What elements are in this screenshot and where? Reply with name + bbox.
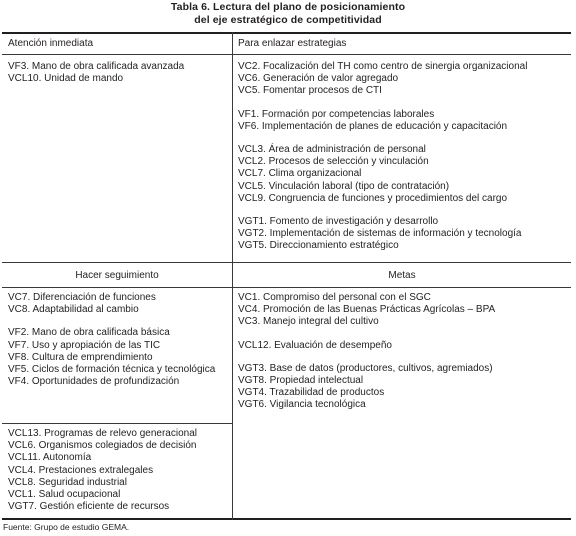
variable-item: VC5. Fomentar procesos de CTI	[238, 85, 382, 97]
table-title-line-2: del eje estratégico de competitividad	[194, 14, 382, 26]
variable-item: VC6. Generación de valor agregado	[238, 73, 399, 85]
variable-item: VC1. Compromiso del personal con el SGC	[238, 292, 431, 303]
variable-item: VC8. Adaptabilidad al cambio	[8, 304, 139, 316]
header-hacer-seguimiento: Hacer seguimiento	[75, 270, 159, 281]
header-rule-top	[2, 54, 571, 55]
table-title-line-1: Tabla 6. Lectura del plano de posicionamiento	[170, 1, 406, 13]
left-subdivider-rule	[2, 423, 232, 424]
variable-item: VF4. Oportunidades de profundización	[8, 376, 180, 388]
variable-item: VC4. Promoción de las Buenas Prácticas Agrícolas – BPA	[238, 304, 496, 316]
variable-item: VGT8. Propiedad intelectual	[238, 374, 364, 386]
table-title	[0, 1, 576, 27]
variable-item: VCL3. Área de administración de personal	[238, 143, 426, 155]
source-note: Fuente: Grupo de estudio GEMA.	[3, 522, 130, 532]
header-atencion-inmediata: Atención inmediata	[8, 38, 94, 49]
variable-item: VC7. Diferenciación de funciones	[8, 292, 156, 303]
variable-item: VC3. Manejo integral del cultivo	[238, 316, 379, 328]
variable-item: VCL4. Prestaciones extralegales	[8, 464, 154, 476]
variable-item: VCL5. Vinculación laboral (tipo de contratación)	[238, 180, 450, 192]
variable-item: VCL9. Congruencia de funciones y procedimientos del cargo	[238, 192, 508, 204]
variable-item: VF5. Ciclos de formación técnica y tecnológica	[8, 363, 216, 375]
atencion-inmediata-list	[8, 61, 184, 85]
variable-item: VGT5. Direccionamiento estratégico	[238, 240, 399, 252]
variable-item: VF2. Mano de obra calificada básica	[8, 327, 170, 339]
middle-rule	[2, 262, 571, 263]
variable-item: VCL6. Organismos colegiados de decisión	[8, 440, 197, 452]
positioning-table	[2, 32, 571, 520]
group-spacer	[238, 205, 527, 216]
variable-item: VF1. Formación por competencias laborales	[238, 108, 435, 120]
variable-item: VCL12. Evaluación de desempeño	[238, 339, 392, 351]
variable-item: VF7. Uso y apropiación de las TIC	[8, 339, 161, 351]
group-spacer	[238, 133, 527, 144]
variable-item: VCL7. Clima organizacional	[238, 168, 362, 180]
variable-item: VGT7. Gestión eficiente de recursos	[8, 501, 170, 513]
group-spacer	[238, 98, 527, 109]
variable-item: VGT1. Fomento de investigación y desarrollo	[238, 215, 439, 227]
header-enlazar-estrategias: Para enlazar estrategias	[238, 38, 347, 49]
variable-item: VCL13. Programas de relevo generacional	[8, 428, 197, 439]
variable-item: VCL1. Salud ocupacional	[8, 488, 121, 500]
variable-item: VF8. Cultura de emprendimiento	[8, 351, 153, 363]
variable-item: VC2. Focalización del TH como centro de sinergia organizacional	[238, 61, 528, 72]
variable-item: VF3. Mano de obra calificada avanzada	[8, 61, 185, 72]
variable-item: VGT2. Implementación de sistemas de información y tecnología	[238, 228, 522, 240]
header-rule-bottom	[2, 287, 571, 288]
variable-item: VCL11. Autonomía	[8, 452, 92, 464]
variable-item: VGT4. Trazabilidad de productos	[238, 387, 385, 399]
variable-item: VGT6. Vigilancia tecnológica	[238, 399, 366, 411]
variable-item: VGT3. Base de datos (productores, cultivos, agremiados)	[238, 362, 493, 374]
variable-item: VCL2. Procesos de selección y vinculación	[238, 156, 429, 168]
metas-list	[238, 292, 495, 412]
table-bottom-rule	[2, 518, 571, 520]
hacer-seguimiento-list	[8, 292, 215, 388]
group-spacer	[238, 352, 495, 363]
hacer-seguimiento-bottom-list	[8, 428, 197, 513]
enlazar-estrategias-list	[238, 61, 527, 252]
group-spacer	[8, 316, 215, 327]
variable-item: VCL8. Seguridad industrial	[8, 476, 127, 488]
variable-item: VF6. Implementación de planes de educación y capacitación	[238, 120, 508, 132]
header-metas: Metas	[388, 270, 416, 281]
group-spacer	[238, 329, 495, 340]
table-top-rule	[2, 32, 571, 34]
variable-item: VCL10. Unidad de mando	[8, 73, 124, 85]
